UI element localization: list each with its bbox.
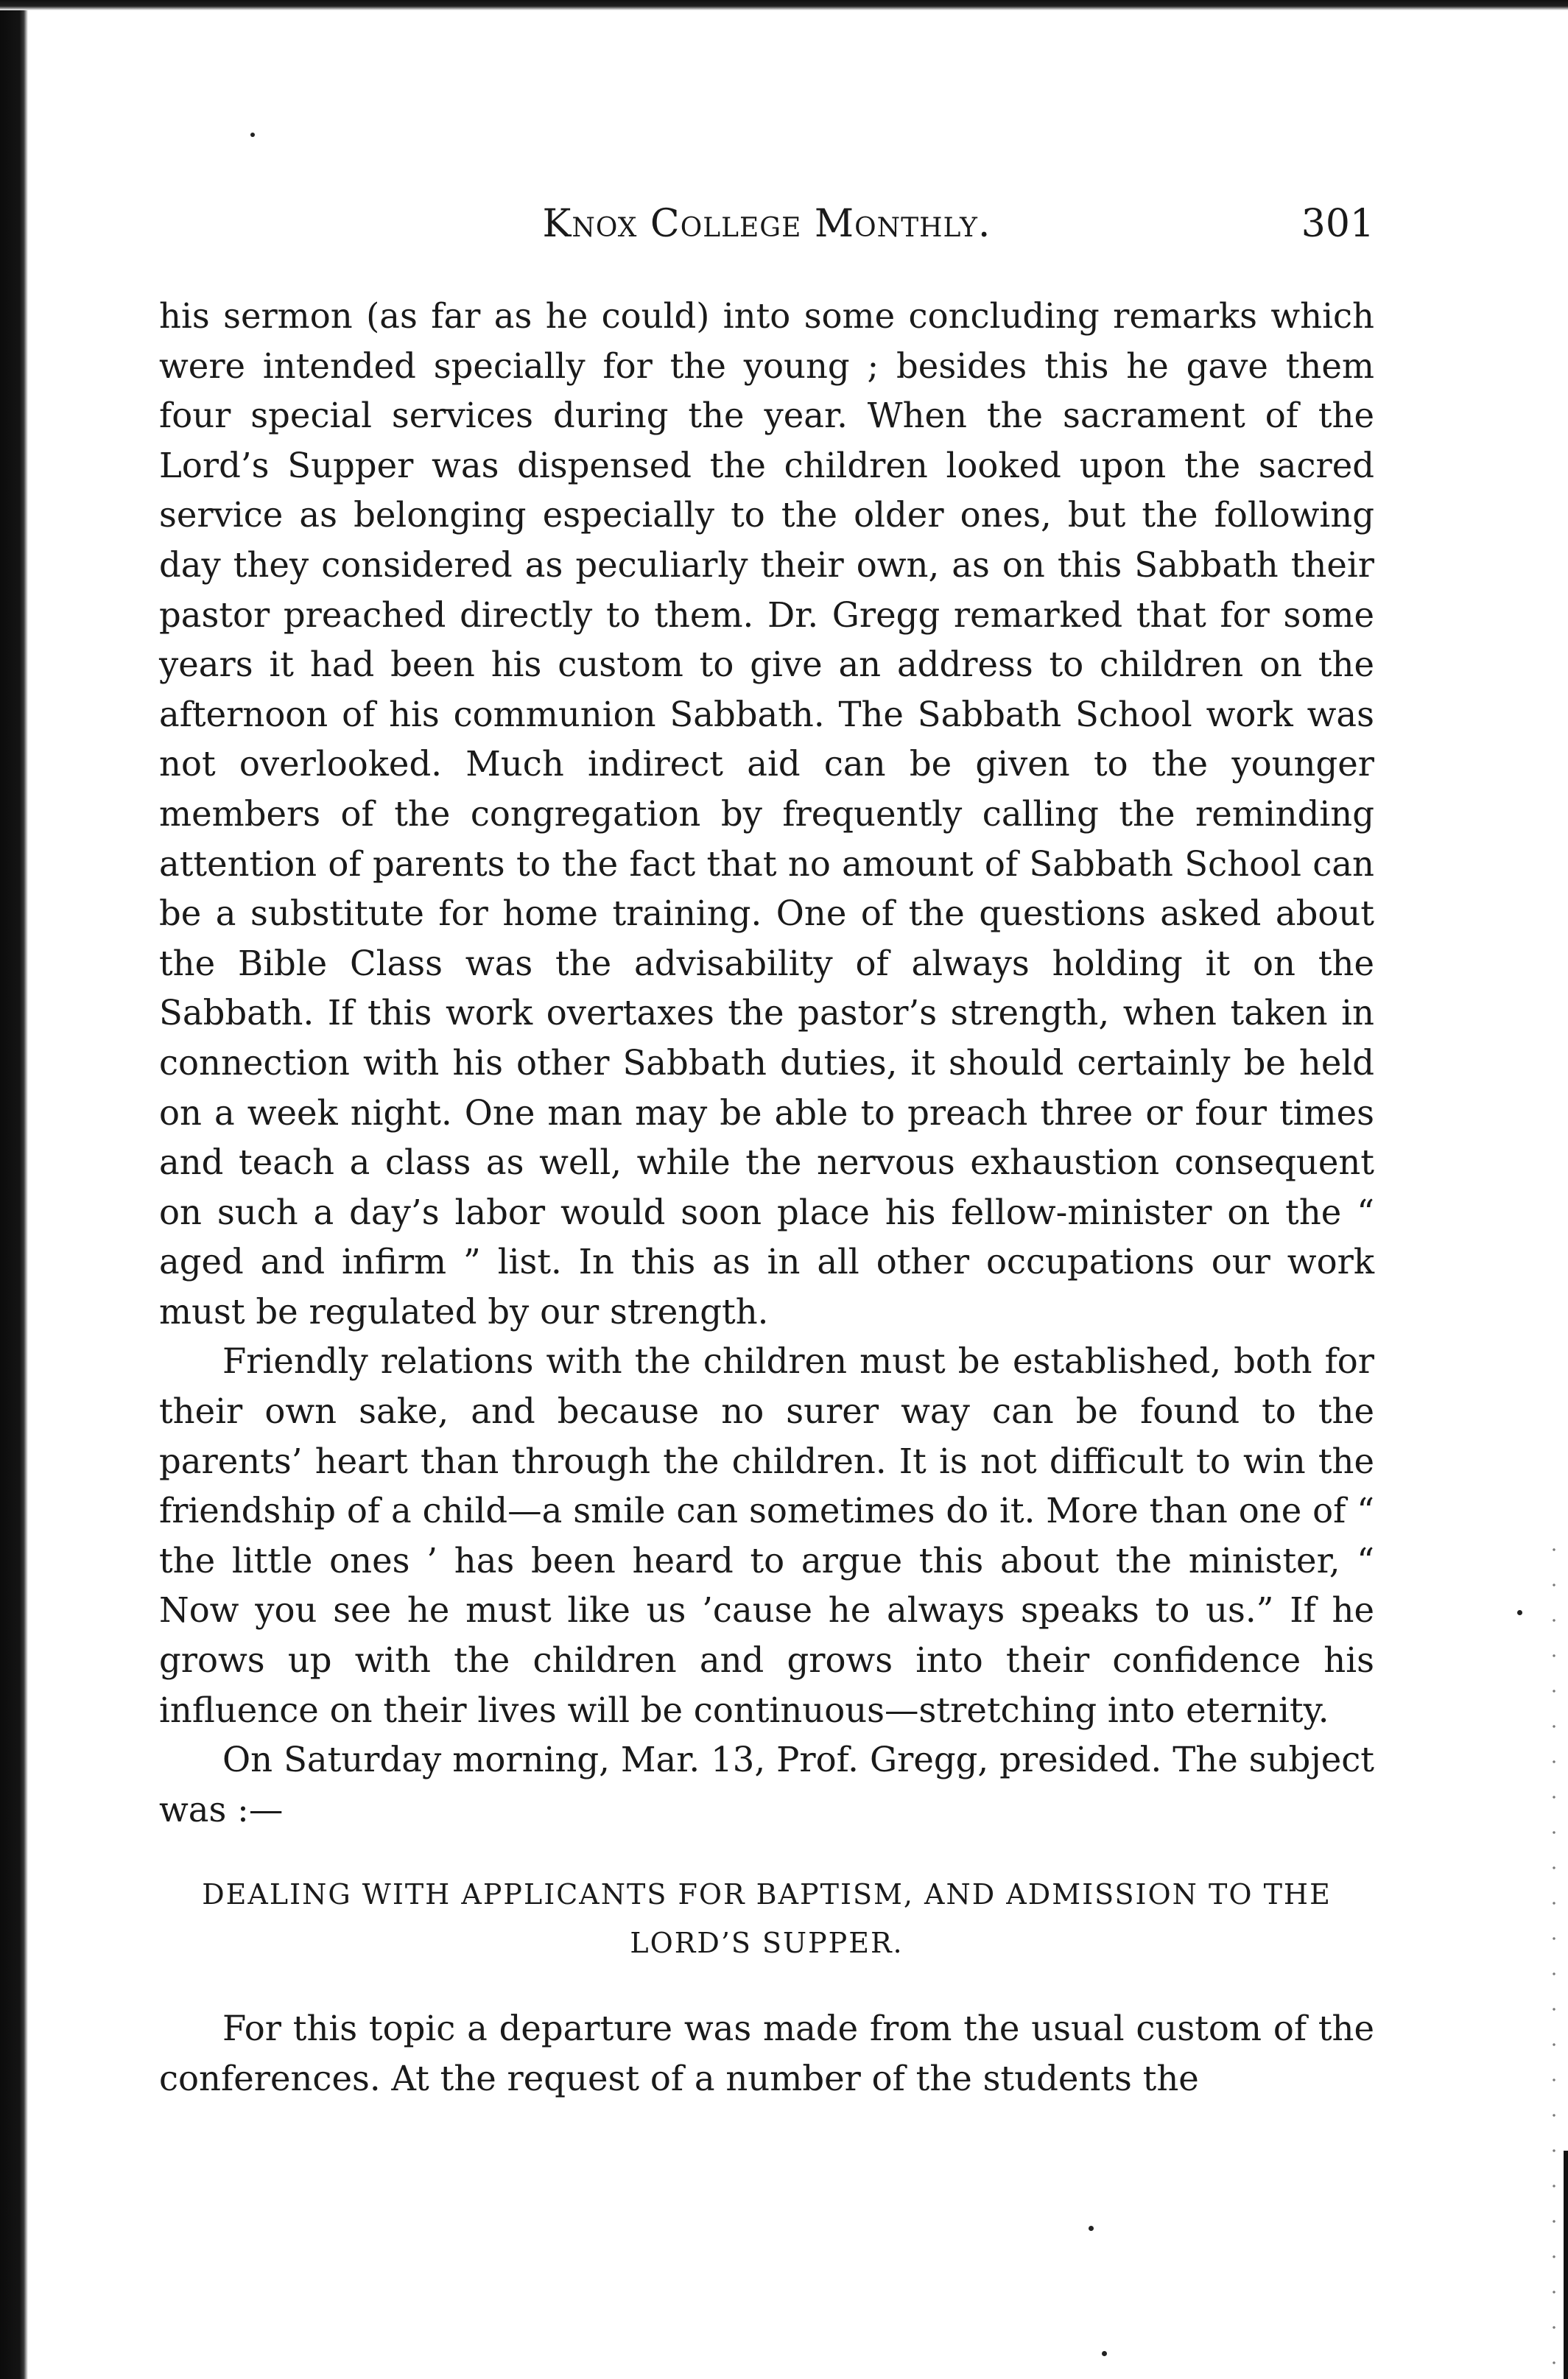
scan-top-edge — [0, 0, 1568, 10]
section-heading: DEALING WITH APPLICANTS FOR BAPTISM, AND ADMISSION TO THE LORD’S SUPPER. — [202, 1878, 1332, 1960]
page-body — [159, 292, 1374, 2104]
scan-binding-edge — [0, 0, 28, 2379]
scan-right-edge — [1564, 2151, 1568, 2379]
scan-speck — [1102, 2351, 1107, 2356]
scan-speck — [1517, 1610, 1522, 1615]
page-header — [159, 202, 1374, 253]
paragraph-friendly-relations: Friendly relations with the children must be established, both for their own sake, and because no surer way can be found to the parents’ heart than through the children. It is not difficult to win the friendship of a child—a smile can sometimes do it. More than one of “ the little ones ’ has been heard to argue this about the minister, “ Now you see he must like us ’cause he always speaks to us.” If he grows up with the children and grows into their confidence his influence on their lives will be continuous—stretching into eternity. — [159, 1341, 1374, 1730]
paragraph-saturday-morning: On Saturday morning, Mar. 13, Prof. Gregg, presided. The subject was :— — [159, 1740, 1374, 1830]
scan-speck — [250, 133, 255, 137]
running-title: Knox College Monthly. — [542, 202, 991, 246]
scan-speck — [1089, 2226, 1094, 2231]
page-number: 301 — [1301, 202, 1374, 246]
paragraph-topic-departure: For this topic a departure was made from the usual custom of the conferences. At the request of a number of the students the — [159, 2009, 1374, 2098]
paragraph-sermon-remarks: his sermon (as far as he could) into some concluding remarks which were intended specially for the young ; besides this he gave them four special services during the year. When the sacrament of the Lord’s Supper was dispensed the children looked upon the sacred service as belonging especially to the older ones, but the following day they considered as peculiarly their own, as on this Sabbath their pastor preached directly to them. Dr. Gregg remarked that for some years it had been his custom to give an address to children on the afternoon of his communion Sabbath. The Sabbath School work was not overlooked. Much indirect aid can be given to the younger members of the congregation by frequently calling the reminding attention of parents to the fact that no amount of Sabbath School can be a substitute for home training. One of the questions asked about the Bible Class was the advisability of always holding it on the Sabbath. If this work overtaxes the pastor’s strength, when taken in connection with his other Sabbath duties, it should certainly be held on a week night. One man may be able to preach three or four times and teach a class as well, while the nervous exhaustion consequent on such a day’s labor would soon place his fellow-minister on the “ aged and infirm ” list. In this as in all other occupations our work must be regulated by our strength. — [159, 296, 1374, 1332]
